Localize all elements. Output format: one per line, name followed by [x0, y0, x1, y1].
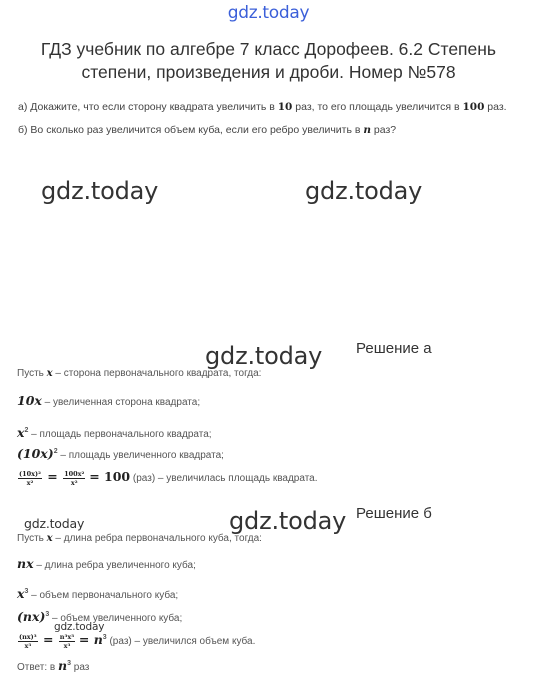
sb-l2-math: nx: [17, 556, 34, 571]
solution-a-line-3: [17, 425, 212, 440]
sa-result-text: (раз) – увеличилась площадь квадрата.: [130, 473, 318, 484]
watermark-1: gdz.today: [41, 177, 159, 205]
sb-f1-den: x³: [24, 641, 32, 650]
sa-l2-text: – увеличенная сторона квадрата;: [41, 397, 201, 408]
sa-f1-den: x²: [26, 478, 34, 487]
sb-result-exp: 3: [102, 634, 107, 641]
solution-a-line-5: [17, 469, 318, 487]
sa-f1-num: (10x)²: [19, 469, 41, 478]
sb-l3-exp: 3: [24, 588, 29, 595]
task-a-n1: 10: [277, 101, 293, 113]
sa-l4-exp: 2: [53, 448, 58, 455]
solution-a-line-4: [17, 446, 224, 461]
sb-l2-text: – длина ребра увеличенного куба;: [33, 560, 196, 571]
answer-line: [17, 658, 89, 673]
solution-b-line-1: [17, 533, 262, 544]
sa-l2-math: 10x: [17, 393, 42, 408]
sa-l3-base: x: [17, 425, 25, 440]
watermark-5: gdz.today: [229, 507, 347, 535]
sa-fraction-2: [63, 470, 85, 487]
sb-f2-den: x³: [63, 641, 71, 650]
solution-b-heading: Решение б: [356, 505, 432, 522]
sb-l4-base: (nx): [17, 609, 46, 624]
solution-b-line-3: [17, 586, 178, 601]
sb-l3-base: x: [17, 586, 25, 601]
sb-f2-num: n³x³: [59, 632, 75, 641]
sb-l3-text: – объем первоначального куба;: [28, 590, 179, 601]
solution-b-line-5: [17, 632, 255, 650]
task-a-mid: раз, то его площадь увеличится в: [292, 101, 463, 113]
sb-fraction-2: [59, 633, 75, 650]
watermark-4: gdz.today: [24, 516, 85, 531]
sa-l1-pre: Пусть: [17, 368, 47, 379]
sa-fraction-1: [18, 470, 42, 487]
task-a-post: раз.: [484, 101, 507, 113]
watermark-2: gdz.today: [305, 177, 423, 205]
sa-l3-exp: 2: [24, 427, 29, 434]
answer-base: n: [58, 658, 68, 673]
sa-f2-num: 100x²: [64, 469, 85, 478]
sa-l3-text: – площадь первоначального квадрата;: [28, 429, 212, 440]
solution-a-heading: Решение а: [356, 340, 432, 357]
sb-l1-pre: Пусть: [17, 533, 47, 544]
task-a-n2: 100: [462, 101, 485, 113]
task-a: [18, 101, 507, 113]
sb-l4-text: – объем увеличенного куба;: [49, 613, 183, 624]
task-b-post: раз?: [371, 124, 397, 136]
sb-eq-1: =: [38, 632, 58, 647]
sb-l1-post: – длина ребра первоначального куба, тогда:: [52, 533, 262, 544]
answer-exp: 3: [67, 660, 72, 667]
task-b-pre: б) Во сколько раз увеличится объем куба, если его ребро увеличить в: [18, 124, 364, 136]
answer-post: раз: [71, 662, 90, 673]
task-b: [18, 124, 396, 136]
answer-pre: Ответ: в: [17, 662, 59, 673]
site-logo[interactable]: gdz.today: [227, 3, 310, 23]
solution-a-line-1: [17, 368, 261, 379]
solution-a-line-2: [17, 393, 200, 408]
sb-result-base: = n: [78, 632, 103, 647]
page-title: ГДЗ учебник по алгебре 7 класс Дорофеев. 6.2 Степень степени, произведения и дроби. Номер №578: [40, 39, 497, 82]
sa-f2-den: x²: [70, 478, 78, 487]
task-b-var: n: [363, 124, 371, 136]
sa-l1-post: – сторона первоначального квадрата, тогда:: [52, 368, 262, 379]
sb-fraction-1: [18, 633, 38, 650]
sb-l4-exp: 3: [45, 611, 50, 618]
sb-l1-var: x: [46, 533, 53, 544]
solution-b-line-2: [17, 556, 196, 571]
sa-result: = 100: [89, 469, 131, 484]
sb-result-text: (раз) – увеличился объем куба.: [106, 636, 256, 647]
watermark-6: gdz.today: [54, 621, 105, 633]
watermark-3: gdz.today: [205, 342, 323, 370]
sb-f1-num: (nx)³: [19, 632, 37, 641]
task-a-pre: а) Докажите, что если сторону квадрата увеличить в: [18, 101, 278, 113]
sa-l1-var: x: [46, 368, 53, 379]
sa-l4-base: (10x): [17, 446, 54, 461]
sa-l4-text: – площадь увеличенного квадрата;: [57, 450, 224, 461]
sa-eq-1: =: [42, 469, 63, 484]
